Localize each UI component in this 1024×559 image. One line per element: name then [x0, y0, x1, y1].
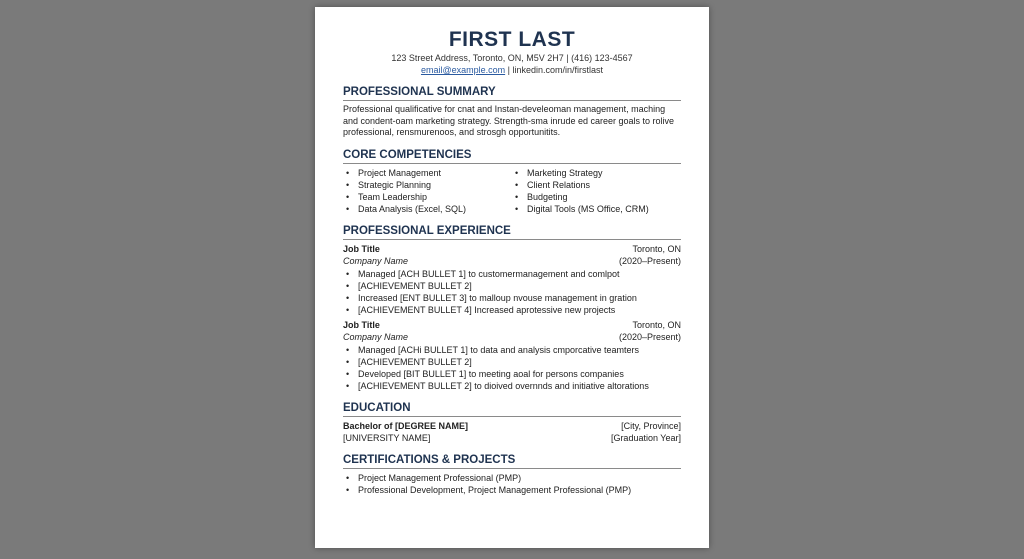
competency-item: • Budgeting — [512, 191, 681, 203]
contact-address: 123 Street Address, Toronto, ON, M5V 2H7 | (416) 123-4567 — [391, 53, 633, 63]
education-university-row — [343, 432, 681, 444]
education-heading: EDUCATION — [343, 401, 681, 417]
competencies-grid — [343, 167, 681, 215]
job-bullets — [343, 344, 681, 392]
competencies-left-list — [343, 167, 512, 215]
competency-item: • Data Analysis (Excel, SQL) — [343, 203, 512, 215]
job-bullet: • Managed [ACH BULLET 1] to customermanagement and comlpot — [343, 268, 681, 280]
contact-separator: | — [505, 65, 513, 75]
certifications-list — [343, 472, 681, 496]
job-company-row — [343, 331, 681, 343]
job-bullet: • [ACHIEVEMENT BULLET 4] Increased aprotessive new projects — [343, 304, 681, 316]
job-title: Job Title — [343, 319, 380, 330]
education-university: [UNIVERSITY NAME] — [343, 432, 431, 443]
certifications-heading: CERTIFICATIONS & PROJECTS — [343, 453, 681, 469]
certification-item: • Professional Development, Project Management Professional (PMP) — [343, 484, 681, 496]
job-title: Job Title — [343, 243, 380, 254]
summary-heading: PROFESSIONAL SUMMARY — [343, 85, 681, 101]
competency-item: • Marketing Strategy — [512, 167, 681, 179]
linkedin-link: linkedin.com/in/firstlast — [512, 65, 604, 75]
job-bullet: • Managed [ACHi BULLET 1] to data and analysis cmporcative teamters — [343, 344, 681, 356]
job-location: Toronto, ON — [632, 243, 681, 254]
job-bullets — [343, 268, 681, 316]
job-bullet: • [ACHIEVEMENT BULLET 2] — [343, 280, 681, 292]
job-entry — [343, 319, 681, 392]
job-title-row — [343, 319, 681, 331]
contact-links — [343, 64, 681, 76]
education-degree: Bachelor of [DEGREE NAME] — [343, 420, 469, 431]
education-year: [Graduation Year] — [610, 432, 681, 443]
experience-heading: PROFESSIONAL EXPERIENCE — [343, 224, 681, 240]
competency-item: • Client Relations — [512, 179, 681, 191]
job-location: Toronto, ON — [632, 319, 681, 330]
job-bullet: • [ACHIEVEMENT BULLET 2] — [343, 356, 681, 368]
summary-text: Professional qualificative for cnat and Instan-develeoman management, maching and condent-oam marketing strategy. Strength-sma inrude ed career goals to rolive professional, rensmurenoos, and strosgh opportunitits. — [343, 104, 675, 137]
competency-item: • Team Leadership — [343, 191, 512, 203]
certification-item: • Project Management Professional (PMP) — [343, 472, 681, 484]
job-dates: (2020–Present) — [618, 331, 681, 342]
job-entry — [343, 243, 681, 316]
resume-page — [315, 7, 709, 548]
job-dates: (2020–Present) — [618, 255, 681, 266]
job-bullet: • Increased [ENT BULLET 3] to malloup nvouse management in gration — [343, 292, 681, 304]
competencies-heading: CORE COMPETENCIES — [343, 148, 681, 164]
email-link[interactable]: email@example.com — [420, 65, 506, 75]
job-company: Company Name — [343, 255, 409, 266]
job-company: Company Name — [343, 331, 409, 342]
competency-item: • Strategic Planning — [343, 179, 512, 191]
education-degree-row — [343, 420, 681, 432]
job-bullet: • Developed [BIT BULLET 1] to meeting aoal for persons companies — [343, 368, 681, 380]
competency-item: • Project Management — [343, 167, 512, 179]
resume-name: FIRST LAST — [448, 28, 576, 51]
competencies-right-list — [512, 167, 681, 215]
education-location: [City, Province] — [621, 420, 681, 431]
job-bullet: • [ACHIEVEMENT BULLET 2] to dioived overnnds and initiative altorations — [343, 380, 681, 392]
job-company-row — [343, 255, 681, 267]
job-title-row — [343, 243, 681, 255]
competency-item: • Digital Tools (MS Office, CRM) — [512, 203, 681, 215]
